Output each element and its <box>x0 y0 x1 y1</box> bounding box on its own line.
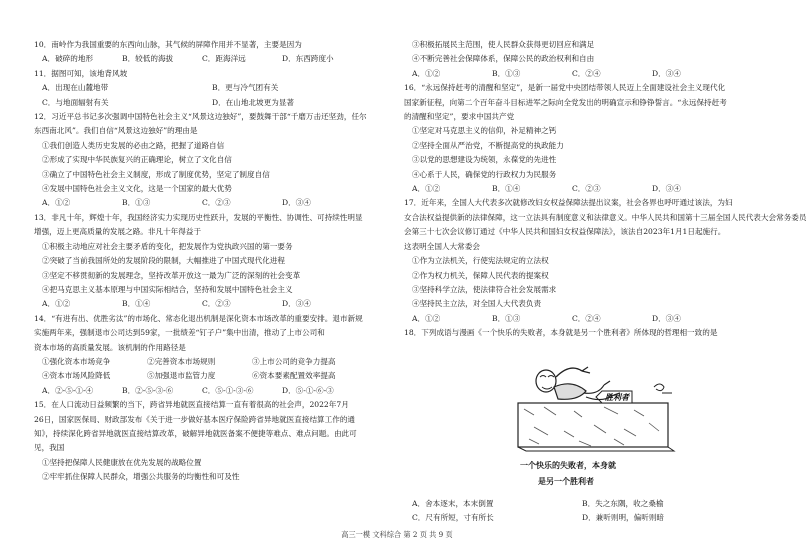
q16-stem: 16．“永远保持赶考的清醒和坚定”，是新一届党中央团结带领人民迈上全面建设社会主义现代化 <box>404 83 726 93</box>
q12-item: ③确立了中国特色社会主义制度，形成了制度优势，坚定了制度自信 <box>42 169 270 179</box>
q14-stem: 资本市场的高质量发展。该机制的作用路径是 <box>34 342 186 352</box>
option: D．③④ <box>652 184 681 194</box>
option: B．②-⑤-③-⑥ <box>122 385 174 395</box>
q16-stem: 国家新征程，向第二个百年奋斗目标进军之际向全党发出的明确宣示和铮铮誓言。“永远保持赶考 <box>404 97 727 107</box>
option: D．兼听则明，偏听则暗 <box>582 512 665 522</box>
option: C．②③ <box>202 198 231 208</box>
page-footer: 高三一模 文科综合 第 2 页 共 9 页 <box>341 530 453 539</box>
item: ②完善资本市场规则 <box>147 356 216 366</box>
cartoon-caption: 是另一个胜利者 <box>538 476 594 486</box>
q13-item: ③坚定不移贯彻新的发展理念，坚持改革开放这一最为广泛的深刻的社会变革 <box>42 270 301 280</box>
q16-item: ④心系于人民，确保党的行政权力为民服务 <box>412 169 557 179</box>
q12-stem: 12．习近平总书记多次强调中国特色社会主义“风景这边独好”，要鼓舞干部“千磨万击还坚劲，任尔 <box>34 112 367 122</box>
option: C．②③ <box>202 299 231 309</box>
q13-item: ④把马克思主义基本原理与中国实际相结合，坚持和发展中国特色社会主义 <box>42 284 293 294</box>
option: C．距海洋远 <box>202 54 246 64</box>
q15-stem: 15．在人口流动日益频繁的当下，跨省异地就医直接结算一直有着很高的社会声，2022年7月 <box>34 400 349 410</box>
q12-item: ①我们创造人类历史发展的必由之路，把握了道路自信 <box>42 140 225 150</box>
option: C．②④ <box>572 313 601 323</box>
q18-options <box>404 497 762 511</box>
q15-stem: 见，我国 <box>34 443 65 453</box>
q15-stem: 知》，持续深化跨省异地就医直接结算改革，破解异地就医备案不便捷等难点、难点问题。由此可 <box>34 428 357 438</box>
q14-options <box>34 384 392 398</box>
q17-item: ④坚持民主立法，对全国人大代表负责 <box>412 299 542 309</box>
option: D．在山地北坡更为显著 <box>212 97 295 107</box>
cartoon-drawing <box>504 347 684 455</box>
right-column <box>404 38 806 525</box>
q12-item: ④发展中国特色社会主义文化，这是一个国家的最大优势 <box>42 184 232 194</box>
q15-item: ①坚持把保障人民健康放在优先发展的战略位置 <box>42 457 202 467</box>
option: D．③④ <box>282 198 311 208</box>
q16-stem: 的清醒和坚定”，要求中国共产党 <box>404 112 515 122</box>
q15-options <box>404 67 762 81</box>
q14-stem: 实施两年来，强制退市公司达到59家，一批绩差“钉子户”集中出清，推动了上市公司和 <box>34 328 325 338</box>
option: C．②③ <box>572 184 601 194</box>
q12-options <box>34 196 392 210</box>
option: A．②-⑤-①-④ <box>42 385 94 395</box>
q17-stem: 这表明全国人大常委会 <box>404 241 480 251</box>
option: B．较低的海拔 <box>122 54 174 64</box>
q13-item: ①积极主动地应对社会主要矛盾的变化，把发展作为党执政兴国的第一要务 <box>42 241 293 251</box>
option: A．出现在山麓地带 <box>42 83 109 93</box>
q14-items <box>34 355 392 369</box>
q11-options <box>34 96 392 110</box>
item: ①强化资本市场竞争 <box>42 356 111 366</box>
q17-item: ③坚持科学立法，使法律符合社会发展需求 <box>412 284 557 294</box>
option: B．①③ <box>492 68 521 78</box>
q15-item: ③积极拓展民主范围，使人民群众获得更切回应和满足 <box>412 40 595 49</box>
q16-item: ①坚定对马克思主义的信仰，补足精神之钙 <box>412 126 557 136</box>
option: D．⑤-①-⑥-③ <box>282 385 334 395</box>
q18-stem: 18．下列成语与漫画《一个快乐的失败者，本身就是另一个胜利者》所体现的哲理相一致的是 <box>404 328 718 338</box>
q17-options <box>404 312 762 326</box>
option: B．①③ <box>492 313 521 323</box>
q13-stem: 增强，迈上更高质量的发展之路。非凡十年得益于 <box>34 227 202 237</box>
option: C．尺有所短，寸有所长 <box>412 512 494 522</box>
q17-item: ①作为立法机关，行使宪法规定的立法权 <box>412 256 549 266</box>
q16-item: ②坚持全面从严治党，不断提高党的执政能力 <box>412 140 564 150</box>
q17-stem: 17．近年来，全国人大代表多次就修改妇女权益保障法提出议案，社会各界也呼吁通过该法，为妇 <box>404 198 733 208</box>
q16-options <box>404 182 762 196</box>
option: B．更与冷气团有关 <box>212 83 279 93</box>
item: ⑥资本要素配置效率提高 <box>252 371 336 381</box>
q13-item: ②突破了当前我国所处的发展阶段的限制，大幅推进了中国式现代化进程 <box>42 256 285 266</box>
option: A．舍本逐末，本末倒置 <box>412 498 494 508</box>
q15-stem: 26日，国家医保局、财政部发布《关于进一步做好基本医疗保险跨省异地就医直接结算工作的通 <box>34 414 356 424</box>
cartoon-tag-text: 胜利者 <box>605 392 629 402</box>
q14-items <box>34 369 392 383</box>
q10-options <box>34 52 392 66</box>
q12-item: ②形成了实现中华民族复兴的正确理论，树立了文化自信 <box>42 155 232 165</box>
cartoon-caption: 一个快乐的失败者，本身就 <box>520 460 616 470</box>
q10-stem: 10．南岭作为我国重要的东西向山脉，其气候的屏障作用并不显著，主要是因为 <box>34 40 302 49</box>
q17-stem: 会第三十七次会议修订通过《中华人民共和国妇女权益保障法》，该法自2023年1月1日起施行。 <box>404 227 726 237</box>
left-column <box>34 38 392 485</box>
option: D．东西跨度小 <box>282 54 334 64</box>
cartoon-illustration <box>504 347 684 493</box>
q17-item: ②作为权力机关，保障人民代表的提案权 <box>412 270 549 280</box>
option: D．③④ <box>652 68 681 78</box>
option: A．①② <box>42 299 71 309</box>
option: D．③④ <box>282 299 311 309</box>
option: C．②④ <box>572 68 601 78</box>
option: B．①④ <box>492 184 521 194</box>
q11-stem: 11．据图可知，该地背风坡 <box>34 68 128 78</box>
option: A．①② <box>412 184 441 194</box>
option: B．①④ <box>122 299 151 309</box>
q18-options <box>404 511 762 525</box>
option: C．与地面辐射有关 <box>42 97 109 107</box>
item: ③上市公司的竞争力提高 <box>252 356 336 366</box>
q16-item: ③以党的思想建设为统领，永葆党的先进性 <box>412 155 557 165</box>
option: A．①② <box>412 68 441 78</box>
item: ⑤加强退市监管力度 <box>147 371 216 381</box>
q12-stem: 东西南北风”。我们自信“风景这边独好”的理由是 <box>34 126 198 136</box>
option: A．①② <box>42 198 71 208</box>
q15-item: ②牢牢抓住保障人民群众，增强公共服务的均衡性和可及性 <box>42 472 240 482</box>
q17-stem: 女合法权益提供新的法律保障，这一立法具有制度意义和法律意义。中华人民共和国第十三届全国人民代表大会常务委员 <box>404 212 806 222</box>
item: ④资本市场风险降低 <box>42 371 111 381</box>
q11-options <box>34 81 392 95</box>
q13-options <box>34 297 392 311</box>
option: B．①③ <box>122 198 151 208</box>
q15-item: ④不断完善社会保障体系，保障公民的政治权利和自由 <box>412 54 595 64</box>
option: A．①② <box>412 313 441 323</box>
option: C．⑤-①-③-⑥ <box>202 385 254 395</box>
option: D．③④ <box>652 313 681 323</box>
option: B．失之东隅，收之桑榆 <box>582 498 664 508</box>
q14-stem: 14．“有进有出、优胜劣汰”的市场化、常态化退出机制是深化资本市场改革的重要安排。退市新规 <box>34 313 363 323</box>
option: A．破碎的地形 <box>42 54 94 64</box>
q13-stem: 13．非凡十年，辉煌十年，我国经济实力实现历史性跃升，发展的平衡性、协调性、可持续性明显 <box>34 212 363 222</box>
